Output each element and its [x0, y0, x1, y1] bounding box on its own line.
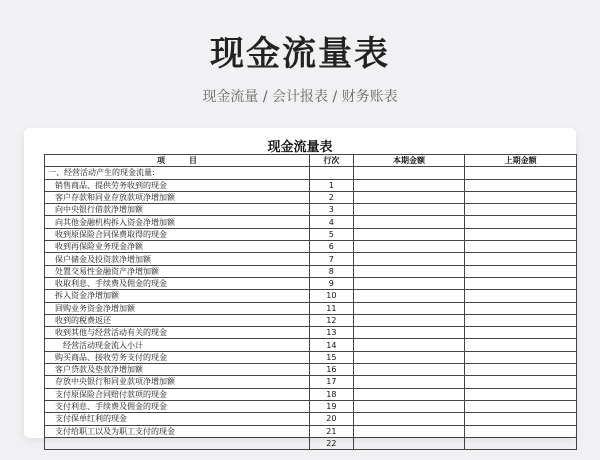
table-row — [45, 327, 577, 339]
row-current-amount — [353, 277, 465, 289]
row-prior-amount — [465, 216, 577, 228]
row-line-number: 15 — [309, 351, 353, 363]
table-row — [45, 228, 577, 240]
row-item-label: 收到原保险合同保费取得的现金 — [45, 228, 310, 240]
row-item-label: 支付给职工以及为职工支付的现金 — [45, 425, 310, 437]
row-current-amount — [353, 425, 465, 437]
table-row — [45, 290, 577, 302]
row-line-number: 20 — [309, 413, 353, 425]
row-item-label: 一、经营活动产生的现金流量: — [45, 167, 310, 179]
row-line-number: 6 — [309, 241, 353, 253]
row-current-amount — [353, 167, 465, 179]
row-line-number: 4 — [309, 216, 353, 228]
row-prior-amount — [465, 327, 577, 339]
row-prior-amount — [465, 400, 577, 412]
row-item-label: 支付原保险合同赔付款项的现金 — [45, 388, 310, 400]
row-current-amount — [353, 228, 465, 240]
row-current-amount — [353, 302, 465, 314]
row-line-number: 19 — [309, 400, 353, 412]
row-item-label: 支付利息、手续费及佣金的现金 — [45, 400, 310, 412]
row-current-amount — [353, 327, 465, 339]
row-current-amount — [353, 413, 465, 425]
row-current-amount — [353, 265, 465, 277]
row-item-label: 收到其他与经营活动有关的现金 — [45, 327, 310, 339]
row-line-number: 18 — [309, 388, 353, 400]
row-item-label: 经营活动现金流入小计 — [45, 339, 310, 351]
row-item-label: 收取利息、手续费及佣金的现金 — [45, 277, 310, 289]
row-prior-amount — [465, 302, 577, 314]
row-prior-amount — [465, 191, 577, 203]
table-header-row — [45, 155, 577, 167]
row-current-amount — [353, 351, 465, 363]
row-line-number: 2 — [309, 191, 353, 203]
row-prior-amount — [465, 277, 577, 289]
row-current-amount — [353, 364, 465, 376]
row-prior-amount — [465, 265, 577, 277]
row-current-amount — [353, 253, 465, 265]
row-prior-amount — [465, 339, 577, 351]
row-prior-amount — [465, 376, 577, 388]
table-row — [45, 241, 577, 253]
row-item-label: 保户储金及投资款净增加额 — [45, 253, 310, 265]
row-line-number: 3 — [309, 204, 353, 216]
table-row — [45, 314, 577, 326]
table-row — [45, 351, 577, 363]
row-current-amount — [353, 290, 465, 302]
table-row — [45, 339, 577, 351]
row-item-label: 回购业务资金净增加额 — [45, 302, 310, 314]
row-prior-amount — [465, 351, 577, 363]
row-current-amount — [353, 400, 465, 412]
row-prior-amount — [465, 241, 577, 253]
row-item-label: 拆入资金净增加额 — [45, 290, 310, 302]
row-line-number: 1 — [309, 179, 353, 191]
row-line-number: 16 — [309, 364, 353, 376]
row-line-number: 11 — [309, 302, 353, 314]
row-prior-amount — [465, 388, 577, 400]
row-item-label: 购买商品、接收劳务支付的现金 — [45, 351, 310, 363]
table-row — [45, 364, 577, 376]
table-row — [45, 191, 577, 203]
row-line-number: 17 — [309, 376, 353, 388]
row-current-amount — [353, 388, 465, 400]
row-current-amount — [353, 437, 465, 449]
table-row — [45, 179, 577, 191]
row-prior-amount — [465, 179, 577, 191]
table-row — [45, 376, 577, 388]
table-row — [45, 302, 577, 314]
row-current-amount — [353, 204, 465, 216]
table-row — [45, 388, 577, 400]
row-prior-amount — [465, 228, 577, 240]
row-line-number: 8 — [309, 265, 353, 277]
row-item-label: 客户贷款及垫款净增加额 — [45, 364, 310, 376]
row-item-label: 支付保单红利的现金 — [45, 413, 310, 425]
row-item-label: 收到再保险业务现金净额 — [45, 241, 310, 253]
row-prior-amount — [465, 167, 577, 179]
row-prior-amount — [465, 314, 577, 326]
row-prior-amount — [465, 437, 577, 449]
row-item-label: 销售商品、提供劳务收到的现金 — [45, 179, 310, 191]
row-line-number: 5 — [309, 228, 353, 240]
row-current-amount — [353, 376, 465, 388]
row-line-number: 21 — [309, 425, 353, 437]
row-current-amount — [353, 191, 465, 203]
table-row — [45, 437, 577, 449]
document-preview-card — [24, 128, 576, 448]
page-title: 现金流量表 — [210, 34, 390, 74]
row-line-number — [309, 167, 353, 179]
row-item-label: 向其他金融机构拆入资金净增加额 — [45, 216, 310, 228]
row-current-amount — [353, 216, 465, 228]
table-row — [45, 204, 577, 216]
row-prior-amount — [465, 204, 577, 216]
row-item-label: 客户存款和同业存放款项净增加额 — [45, 191, 310, 203]
row-item-label: 处置交易性金融资产净增加额 — [45, 265, 310, 277]
row-item-label: 存放中央银行和同业款项净增加额 — [45, 376, 310, 388]
row-line-number: 22 — [309, 437, 353, 449]
row-prior-amount — [465, 253, 577, 265]
page-subtitle: 现金流量 / 会计报表 / 财务账表 — [202, 89, 398, 105]
row-item-label: 收到的税费返还 — [45, 314, 310, 326]
column-header-item: 项 目 — [45, 155, 310, 167]
row-item-label: 向中央银行借款净增加额 — [45, 204, 310, 216]
row-current-amount — [353, 314, 465, 326]
table-row — [45, 253, 577, 265]
column-header-current-amount: 本期金额 — [353, 155, 465, 167]
row-line-number: 9 — [309, 277, 353, 289]
table-row — [45, 216, 577, 228]
row-current-amount — [353, 339, 465, 351]
row-prior-amount — [465, 290, 577, 302]
row-line-number: 10 — [309, 290, 353, 302]
row-prior-amount — [465, 425, 577, 437]
table-row — [45, 400, 577, 412]
table-row — [45, 425, 577, 437]
table-row — [45, 167, 577, 179]
row-line-number: 13 — [309, 327, 353, 339]
row-prior-amount — [465, 413, 577, 425]
table-row — [45, 413, 577, 425]
sheet-title: 现金流量表 — [267, 140, 333, 155]
row-current-amount — [353, 179, 465, 191]
row-line-number: 7 — [309, 253, 353, 265]
row-prior-amount — [465, 364, 577, 376]
row-line-number: 12 — [309, 314, 353, 326]
column-header-prior-amount: 上期金额 — [465, 155, 577, 167]
column-header-line-no: 行次 — [309, 155, 353, 167]
table-row — [45, 277, 577, 289]
row-current-amount — [353, 241, 465, 253]
row-item-label — [45, 437, 310, 449]
cash-flow-table — [44, 154, 577, 450]
row-line-number: 14 — [309, 339, 353, 351]
table-row — [45, 265, 577, 277]
